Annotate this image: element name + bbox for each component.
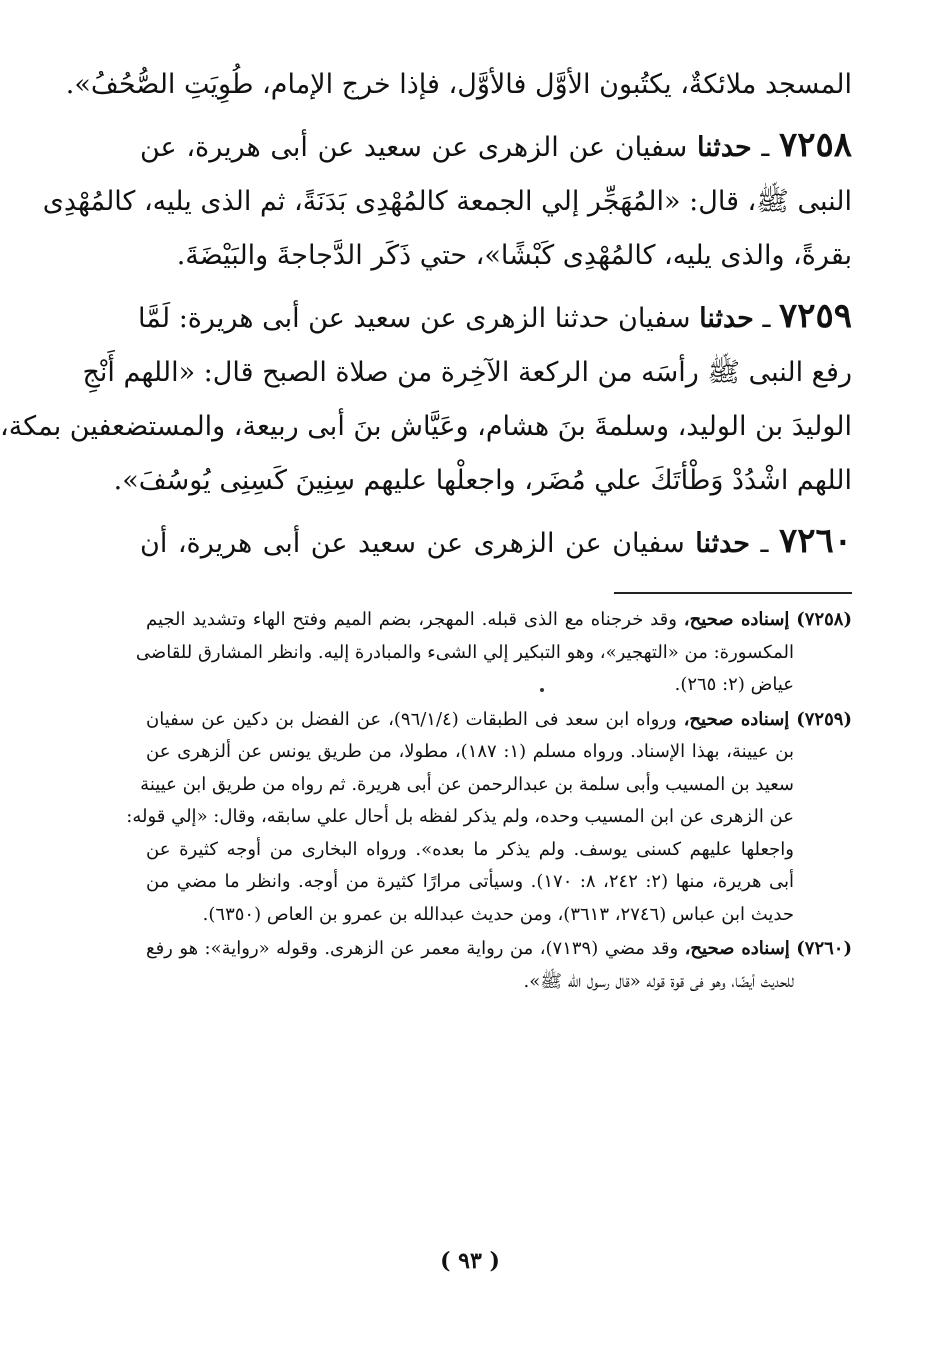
footnote-label: إسناده صحيح،: [684, 938, 790, 959]
footnote-first-line: [146, 704, 852, 737]
footnote-line: أبى هريرة، منها (٢: ٢٤٢، ٨: ١٧٠). وسيأتى مرارًا كثيرة من أوجه. وانظر ما مضي من: [146, 871, 794, 892]
footnote-number: (٧٢٦٠): [796, 938, 852, 959]
footnote-label: إسناده صحيح،: [683, 609, 790, 630]
text-line: الوليدَ بن الوليد، وسلمةَ بنَ هشام، وعَيَّاش بنَ أبى ربيعة، والمستضعفين بمكة،: [0, 411, 852, 442]
hadith-7260: [140, 514, 852, 571]
footnote-first-line-text: وقد مضي (٧١٣٩)، من رواية معمر عن الزهرى. وقوله «رواية»: هو رفع: [146, 938, 679, 959]
footnote-line: واجعلها عليهم كسنى يوسف. ولم يذكر ما بعده». ورواه البخارى من أوجه كثيرة عن: [146, 838, 795, 860]
hadith-number: ٧٢٦٠: [778, 521, 852, 561]
footnote-line: حديث ابن عباس (٢٧٤٦، ٣٦١٣)، ومن حديث عبدالله بن عمرو بن العاص (٦٣٥٠).: [202, 903, 794, 925]
footnote-divider: [614, 592, 852, 594]
text-line: اللهم اشْدُدْ وَطْأتَكَ علي مُضَر، واجعلْها عليهم سِنِينَ كَسِنِى يُوسُفَ».: [113, 465, 852, 496]
hadith-7258: [42, 118, 852, 283]
footnote-line: بن عيينة، بهذا الإسناد. ورواه مسلم (١: ١٨٧)، مطولا، من طريق يونس عن ألزهرى عن: [146, 741, 795, 762]
hadith-first-line: ٧٢٥٨ ـ حدثنا سفيان عن الزهرى عن سعيد عن أبى هريرة، عن: [140, 125, 852, 165]
footnote-first-line-text: ورواه ابن سعد فى الطبقات (٩٦/١/٤)، عن الفضل بن دكين عن سفيان: [146, 708, 677, 730]
text-line: رفع النبى ﷺ رأسَه من الركعة الآخِرة من صلاة الصبح قال: «اللهم أَنْجِ: [82, 357, 852, 388]
text-line: بقرةً، والذى يليه، كالمُهْدِى كَبْشًا»، حتي ذَكَر الدَّجاجةَ والبَيْضَةَ.: [176, 240, 852, 271]
hadith-7259: [0, 289, 852, 508]
hadith-number: ٧٢٥٨: [778, 125, 852, 165]
hadith-opening-word: حدثنا: [696, 132, 752, 163]
footnote-first-line-text: وقد خرجناه مع الذى قبله. المهجر، بضم الميم وفتح الهاء وتشديد الجيم: [146, 609, 677, 630]
footnote-line: للحديث أيضًا، وهو فى قوة قوله «قال رسول الله ﷺ».: [523, 970, 794, 992]
footnote-number: (٧٢٥٩): [796, 708, 852, 730]
hadith-first-line: ٧٢٥٩ ـ حدثنا سفيان حدثنا الزهرى عن سعيد عن أبى هريرة: لَمَّا: [138, 296, 852, 336]
hadith-opening-word: حدثنا: [699, 303, 754, 334]
hadith-number: ٧٢٥٩: [778, 296, 852, 336]
footnote-number: (٧٢٥٨): [796, 609, 852, 630]
footnote-label: إسناده صحيح،: [683, 708, 790, 730]
footnote-first-line: [146, 933, 852, 966]
footnote-first-line: [146, 604, 852, 637]
main-text: [0, 58, 852, 577]
footnote-line: المكسورة: من «التهجير»، وهو التبكير إلي الشىء والمبادرة إليه. وانظر المشارق للقاضى: [135, 641, 794, 663]
footnote-7258: [135, 604, 852, 702]
hadith-first-line-text: سفيان عن الزهرى عن سعيد عن أبى هريرة، عن: [140, 132, 688, 163]
footnotes: [126, 604, 852, 1000]
footnote-line: سعيد بن المسيب وأبى سلمة بن عبدالرحمن عن أبى هريرة. ثم رواه من طريق ابن عيينة: [140, 773, 794, 795]
text-line: المسجد ملائكةٌ، يكتُبون الأوَّل فالأوَّل، فإذا خرج الإمام، طُوِيَتِ الصُّحُفُ».: [65, 69, 852, 100]
footnote-line: عن الزهرى عن ابن المسيب وحده، ولم يذكر لفظه بل أحال علي سابقه، وقال: «إلي قوله:: [126, 806, 794, 827]
text-line: النبى ﷺ، قال: «المُهَجِّر إلي الجمعة كالمُهْدِى بَدَنَةً، ثم الذى يليه، كالمُهْدِى: [42, 186, 852, 217]
page-number: ( ٩٣ ): [440, 1248, 500, 1274]
hadith-opening-word: حدثنا: [695, 528, 750, 559]
ink-speck: [540, 688, 544, 692]
footnote-7260: [146, 933, 852, 998]
hadith-first-line: ٧٢٦٠ ـ حدثنا سفيان عن الزهرى عن سعيد عن أبى هريرة، أن: [140, 521, 852, 561]
hadith-first-line-text: سفيان حدثنا الزهرى عن سعيد عن أبى هريرة: لَمَّا: [138, 303, 691, 334]
intro-paragraph: [65, 58, 852, 112]
hadith-first-line-text: سفيان عن الزهرى عن سعيد عن أبى هريرة، أن: [140, 528, 685, 559]
footnote-7259: [126, 704, 852, 932]
footnote-line: عياض (٢: ٢٦٥).: [674, 674, 794, 695]
